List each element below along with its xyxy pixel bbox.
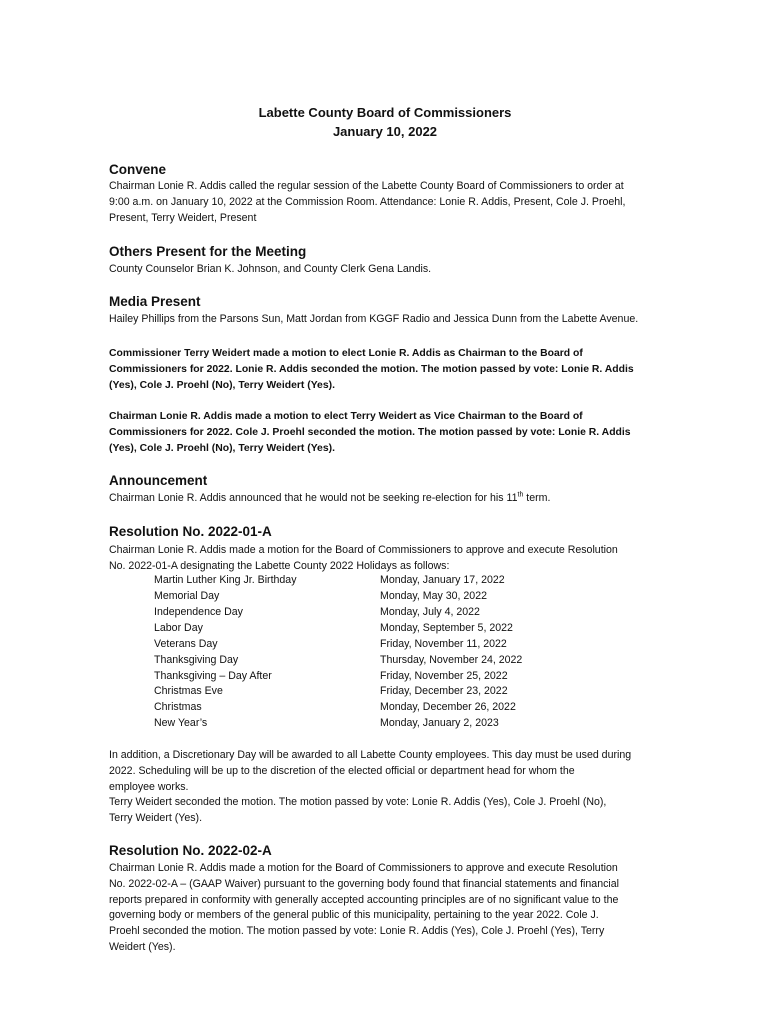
holiday-name: Veterans Day [154,638,218,650]
holiday-name: New Year’s [154,717,208,729]
announcement-text-main: Chairman Lonie R. Addis announced that he would not be seeking re-election for his 11 [109,492,518,504]
closing-line: 2022. Scheduling will be up to the discretion of the elected official or department head for whom the [109,764,575,777]
holiday-date: Friday, November 25, 2022 [380,670,508,682]
motion-line: Chairman Lonie R. Addis made a motion to elect Terry Weidert as Vice Chairman to the Board of [109,411,583,422]
holiday-date: Monday, July 4, 2022 [380,606,480,618]
closing-line: Terry Weidert seconded the motion. The motion passed by vote: Lonie R. Addis (Yes), Cole J. Proehl (No), [109,796,607,809]
intro-line: Chairman Lonie R. Addis made a motion for the Board of Commissioners to approve and execute Resolution [109,544,618,556]
others-text: County Counselor Brian K. Johnson, and County Clerk Gena Landis. [109,263,432,275]
holiday-date: Friday, November 11, 2022 [380,638,507,650]
meeting-date: January 10, 2022 [332,124,438,139]
holiday-date: Monday, January 2, 2023 [380,717,499,729]
paragraph-line: Weidert (Yes). [109,940,176,953]
intro-line: No. 2022-01-A designating the Labette County 2022 Holidays as follows: [109,559,450,572]
motion-line: (Yes), Cole J. Proehl (No), Terry Weidert (Yes). [109,442,335,454]
resolution-2-paragraph [109,861,679,956]
document-title: Labette County Board of Commissioners [258,105,512,120]
holiday-name: Christmas [154,701,202,713]
holiday-name: Labor Day [154,622,203,634]
motion-line: Commissioners for 2022. Cole J. Proehl seconded the motion. The motion passed by vote: Lonie R. Addis [109,426,631,438]
paragraph-line: Proehl seconded the motion. The motion passed by vote: Lonie R. Addis (Yes), Cole J. Proehl (Yes), Terry [109,925,605,938]
media-heading: Media Present [109,294,201,309]
paragraph-line: Chairman Lonie R. Addis made a motion for the Board of Commissioners to approve and execute Resolution [109,862,618,874]
paragraph-line: reports prepared in conformity with generally accepted accounting principles are of no significant value to the [109,893,619,906]
holiday-name: Christmas Eve [154,685,223,697]
holiday-date: Friday, December 23, 2022 [380,685,508,697]
convene-paragraph [109,179,679,226]
convene-heading: Convene [109,162,167,177]
holiday-name: Martin Luther King Jr. Birthday [154,574,297,586]
holiday-name: Independence Day [154,606,243,618]
paragraph-line: No. 2022-02-A – (GAAP Waiver) pursuant to the governing body found that financial statements and financial [109,877,619,890]
others-heading: Others Present for the Meeting [109,244,307,259]
closing-line: Terry Weidert (Yes). [109,812,203,825]
convene-line: Present, Terry Weidert, Present [109,211,257,224]
resolution-2-heading: Resolution No. 2022-02-A [109,843,272,858]
holiday-name: Thanksgiving Day [154,654,239,666]
motion-line: Commissioners for 2022. Lonie R. Addis seconded the motion. The motion passed by vote: Lonie R. Addis [109,363,634,375]
chairman-motion [109,346,634,393]
announcement-text [109,491,679,507]
holiday-date: Thursday, November 24, 2022 [380,654,523,666]
holiday-date: Monday, December 26, 2022 [380,701,516,713]
holiday-name: Memorial Day [154,590,220,602]
media-text: Hailey Phillips from the Parsons Sun, Matt Jordan from KGGF Radio and Jessica Dunn from the Labette Avenue. [109,313,639,325]
resolution-1-heading: Resolution No. 2022-01-A [109,524,272,539]
holiday-date: Monday, May 30, 2022 [380,590,487,602]
motion-line: Commissioner Terry Weidert made a motion to elect Lonie R. Addis as Chairman to the Board of [109,348,583,359]
convene-line: Chairman Lonie R. Addis called the regular session of the Labette County Board of Commissioners to order at [109,180,624,192]
announcement-heading: Announcement [109,473,208,488]
announcement-text-end: term. [523,492,551,504]
motion-line: (Yes), Cole J. Proehl (No), Terry Weidert (Yes). [109,379,335,391]
resolution-1-intro [109,543,679,575]
closing-line: In addition, a Discretionary Day will be awarded to all Labette County employees. This day must be used during [109,749,632,761]
ordinal-suffix: th [517,491,524,499]
vice-chairman-motion [109,409,631,456]
holiday-date: Monday, January 17, 2022 [380,574,505,586]
resolution-1-closing [109,748,679,827]
paragraph-line: governing body or members of the general public of this municipality, pertaining to the year 2022. Cole J. [109,909,599,922]
closing-line: employee works. [109,780,189,793]
convene-line: 9:00 a.m. on January 10, 2022 at the Commission Room. Attendance: Lonie R. Addis, Present, Cole J. Proehl, [109,195,626,208]
holiday-date: Monday, September 5, 2022 [380,622,513,634]
holiday-name: Thanksgiving – Day After [154,670,272,682]
